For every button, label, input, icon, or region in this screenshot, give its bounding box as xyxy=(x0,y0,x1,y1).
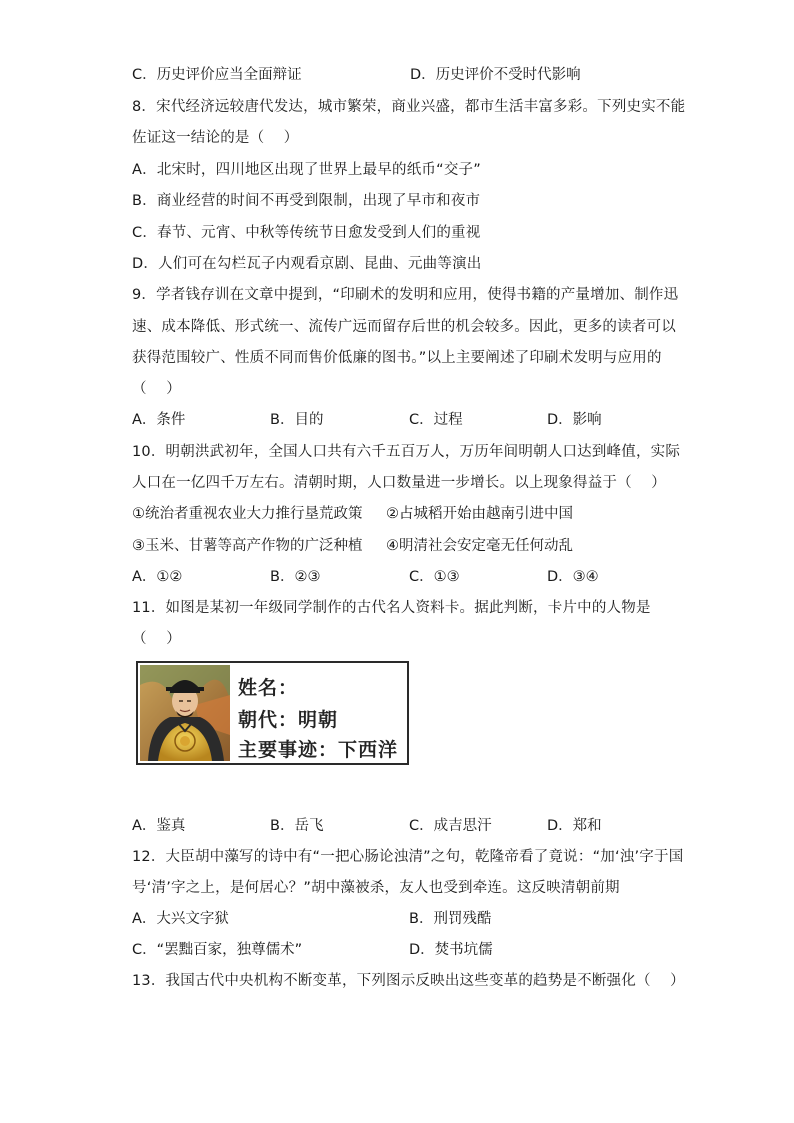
q10-stem-line1: 10．明朝洪武初年，全国人口共有六千五百万人，万历年间明朝人口达到峰值，实际 xyxy=(132,444,681,460)
card-dynasty-label: 朝代：明朝 xyxy=(238,709,339,731)
q9-stem-line3: 获得范围较广、性质不同而售价低廉的图书。”以上主要阐述了印刷术发明与应用的 xyxy=(132,350,662,366)
q9-stem-line1: 9．学者钱存训在文章中提到，“印刷术的发明和应用，使得书籍的产量增加、制作迅 xyxy=(132,287,679,303)
q8-stem-line2: 佐证这一结论的是（ ） xyxy=(132,130,299,146)
q8-option-b: B．商业经营的时间不再受到限制，出现了早市和夜市 xyxy=(132,193,481,209)
q11-option-c: C．成吉思汗 xyxy=(409,818,492,834)
q9-stem-line2: 速、成本降低、形式统一、流传广远而留存后世的机会较多。因此，更多的读者可以 xyxy=(132,319,676,335)
q10-item-1: ①统治者重视农业大力推行垦荒政策 xyxy=(132,506,363,522)
portrait-image xyxy=(140,665,230,761)
q9-option-b: B．目的 xyxy=(270,412,324,428)
q9-stem-line4: （ ） xyxy=(132,381,181,397)
q12-option-a: A．大兴文字狱 xyxy=(132,911,229,927)
q10-item-4: ④明清社会安定毫无任何动乱 xyxy=(386,538,573,554)
q8-option-d: D．人们可在勾栏瓦子内观看京剧、昆曲、元曲等演出 xyxy=(132,256,482,272)
q9-option-c: C．过程 xyxy=(409,412,463,428)
q13-stem-line1: 13．我国古代中央机构不断变革，下列图示反映出这些变革的趋势是不断强化（ ） xyxy=(132,973,685,989)
q11-stem-line1: 11．如图是某初一年级同学制作的古代名人资料卡。据此判断，卡片中的人物是 xyxy=(132,600,651,616)
q7-option-d: D．历史评价不受时代影响 xyxy=(410,67,581,83)
q10-option-d: D．③④ xyxy=(547,569,599,585)
card-deeds-label: 主要事迹：下西洋 xyxy=(238,739,399,761)
q8-option-a: A．北宋时，四川地区出现了世界上最早的纸币“交子” xyxy=(132,162,481,178)
q7-option-c: C．历史评价应当全面辩证 xyxy=(132,67,302,83)
q8-stem-line1: 8．宋代经济远较唐代发达，城市繁荣，商业兴盛，都市生活丰富多彩。下列史实不能 xyxy=(132,99,686,115)
q8-option-c: C．春节、元宵、中秋等传统节日愈发受到人们的重视 xyxy=(132,225,481,241)
q12-option-c: C．“罢黜百家，独尊儒术” xyxy=(132,942,303,958)
q10-item-3: ③玉米、甘薯等高产作物的广泛种植 xyxy=(132,538,363,554)
q11-option-d: D．郑和 xyxy=(547,818,602,834)
q11-option-b: B．岳飞 xyxy=(270,818,324,834)
q10-option-a: A．①② xyxy=(132,569,183,585)
q11-stem-line2: （ ） xyxy=(132,631,181,647)
q11-option-a: A．鉴真 xyxy=(132,818,186,834)
q10-item-2: ②占城稻开始由越南引进中国 xyxy=(386,506,573,522)
q9-option-a: A．条件 xyxy=(132,412,186,428)
q12-option-d: D．焚书坑儒 xyxy=(409,942,493,958)
q10-option-c: C．①③ xyxy=(409,569,460,585)
figure-card xyxy=(136,661,409,765)
q12-option-b: B．刑罚残酷 xyxy=(409,911,492,927)
q12-stem-line1: 12．大臣胡中藻写的诗中有“一把心肠论浊清”之句，乾隆帝看了竟说：“加‘浊’字于国 xyxy=(132,849,684,865)
card-name-label: 姓名： xyxy=(238,677,299,699)
q9-option-d: D．影响 xyxy=(547,412,602,428)
q10-option-b: B．②③ xyxy=(270,569,321,585)
q12-stem-line2: 号‘清’字之上，是何居心？”胡中藻被杀，友人也受到牵连。这反映清朝前期 xyxy=(132,880,620,896)
q10-stem-line2: 人口在一亿四千万左右。清朝时期，人口数量进一步增长。以上现象得益于（ ） xyxy=(132,475,667,491)
